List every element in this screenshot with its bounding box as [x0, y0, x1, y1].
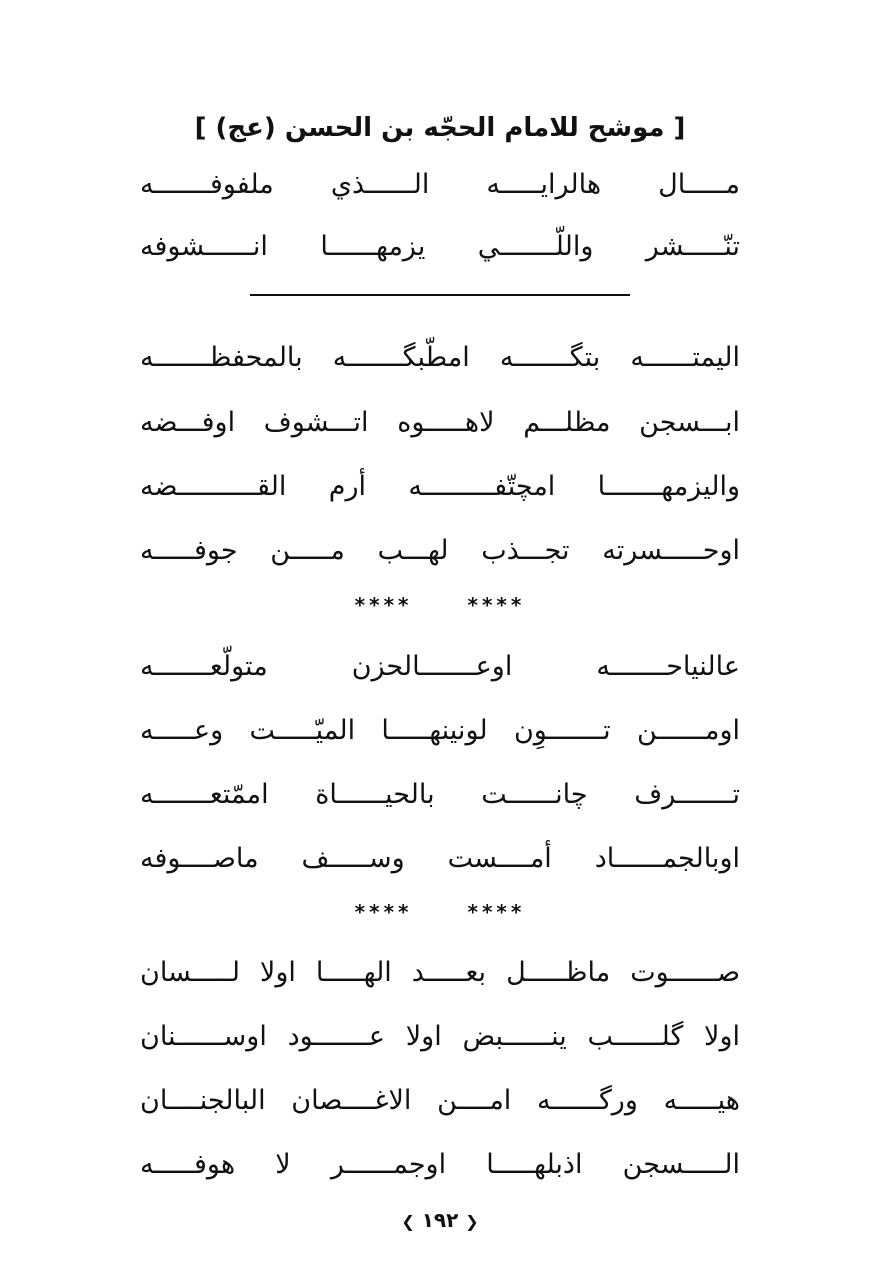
stanza2-line-4: اوبالجمــــــاد أمــــست وســـــف ماصــــوفه — [140, 843, 740, 874]
ornament-icon: ❯ — [401, 1212, 415, 1231]
star-group: **** — [354, 900, 413, 924]
stanza3-line-4: الـــــسجن اذبلهـــــا اوجمــــــر لا هوفـــــه — [140, 1149, 740, 1180]
stanza1-line-1: اليمتــــــه بتگـــــــه امطّبگـــــــه بالمحفظـــــــه — [140, 342, 740, 373]
intro-line-1: مـــــال هالرايـــــه الــــــذي ملفوفـــــــه — [140, 169, 740, 200]
poem-title: [ موشح للامام الحجّه بن الحسن (عج) ] — [194, 113, 686, 143]
stanza3-line-3: هيـــــه ورگــــــه امــــن الاغــــصان البالجنــــان — [140, 1085, 740, 1116]
page-number-text: ١٩٢ — [421, 1208, 459, 1232]
stanza1-line-3: واليزمهـــــــا امچتّفـــــــــه أرم القــــــــــضه — [140, 471, 740, 502]
stanza2-line-2: اومــــــن تـــــــوِن لونينهـــــا الميّـــــت وعـــــه — [140, 715, 740, 746]
stanza3-line-2: اولا گلــــــب ينــــــبض اولا عـــــــود اوســــــنان — [140, 1021, 740, 1052]
star-group: **** — [467, 900, 526, 924]
divider-rule — [250, 294, 630, 296]
stanza1-line-2: ابـــسجن مظلـــم لاهـــــوه اتـــشوف اوفـــضه — [140, 407, 740, 438]
stanza-separator-1 — [140, 590, 740, 620]
stanza2-line-1: عالنياحـــــــه اوعـــــــالحزن متولّعـــــــه — [140, 651, 740, 682]
page-number — [390, 1200, 490, 1240]
stanza1-line-4: اوحـــــسرته تجـــذب لهـــب مـــــن جوفـــــه — [140, 535, 740, 566]
ornament-icon: ❮ — [465, 1212, 479, 1231]
stanza3-line-1: صــــــوت ماظـــــل بعـــــد الهـــــا اولا لـــــسان — [140, 957, 740, 988]
star-group: **** — [354, 593, 413, 617]
stanza2-line-3: تـــــــرف چانــــــت بالحيــــــاة اممّتعـــــــه — [140, 779, 740, 810]
intro-line-2: تنّـــــشر واللّـــــــي يزمهــــــا انــــــشوفه — [140, 231, 740, 262]
stanza-separator-2 — [140, 897, 740, 927]
star-group: **** — [467, 593, 526, 617]
